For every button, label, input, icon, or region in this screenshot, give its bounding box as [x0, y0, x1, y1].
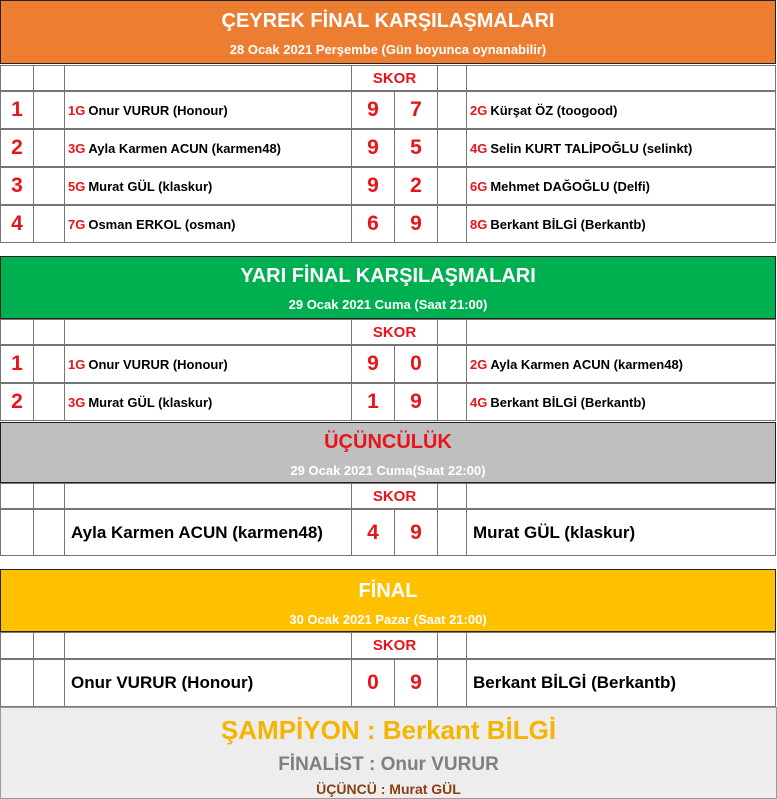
- quarter-match-row: [0, 91, 777, 129]
- home-player: [65, 345, 352, 383]
- semi-header: [0, 256, 776, 319]
- quarter-match-row: [0, 129, 777, 167]
- match-number: 4: [0, 205, 34, 243]
- match-number: 1: [0, 91, 34, 129]
- home-group: 1G: [68, 102, 86, 118]
- quarter-title: ÇEYREK FİNAL KARŞILAŞMALARI: [221, 10, 555, 32]
- final-skor-row: [0, 632, 777, 659]
- home-group: 1G: [68, 356, 86, 372]
- home-group: 3G: [68, 140, 86, 156]
- final-away-score: 9: [395, 659, 438, 707]
- results-summary: [0, 707, 777, 799]
- home-player: [65, 205, 352, 243]
- home-player-name: Onur VURUR (Honour): [88, 356, 228, 372]
- home-score: 1: [352, 383, 395, 421]
- third-place-text: ÜÇÜNCÜ : Murat GÜL: [316, 781, 461, 797]
- semi-date: 29 Ocak 2021 Cuma (Saat 21:00): [288, 297, 488, 312]
- home-group: 5G: [68, 178, 86, 194]
- third-date: 29 Ocak 2021 Cuma(Saat 22:00): [290, 463, 486, 478]
- home-player: [65, 91, 352, 129]
- home-player-name: Onur VURUR (Honour): [88, 102, 228, 118]
- away-score: 0: [395, 345, 438, 383]
- quarter-match-row: [0, 167, 777, 205]
- away-player-name: Ayla Karmen ACUN (karmen48): [490, 356, 684, 372]
- home-player-name: Murat GÜL (klaskur): [88, 394, 213, 410]
- quarter-skor-label: SKOR: [352, 65, 438, 91]
- away-group: 2G: [470, 102, 488, 118]
- away-player-name: Berkant BİLGİ (Berkantb): [490, 394, 646, 410]
- away-score: 9: [395, 205, 438, 243]
- away-score: 2: [395, 167, 438, 205]
- quarter-match-row: [0, 205, 777, 243]
- third-home-player: Ayla Karmen ACUN (karmen48): [65, 509, 352, 556]
- final-title: FİNAL: [358, 580, 418, 602]
- semi-title: YARI FİNAL KARŞILAŞMALARI: [240, 265, 536, 287]
- away-player-name: Berkant BİLGİ (Berkantb): [490, 216, 646, 232]
- quarter-date: 28 Ocak 2021 Perşembe (Gün boyunca oynanabilir): [229, 42, 547, 57]
- away-score: 9: [395, 383, 438, 421]
- away-player: [467, 345, 776, 383]
- home-group: 7G: [68, 216, 86, 232]
- away-player-name: Selin KURT TALİPOĞLU (selinkt): [490, 140, 693, 156]
- away-player: [467, 129, 776, 167]
- away-group: 4G: [470, 140, 488, 156]
- third-home-score: 4: [352, 509, 395, 556]
- final-header: [0, 569, 776, 632]
- home-player: [65, 129, 352, 167]
- away-player: [467, 383, 776, 421]
- home-player: [65, 383, 352, 421]
- final-home-player: Onur VURUR (Honour): [65, 659, 352, 707]
- third-skor-row: [0, 483, 777, 509]
- home-player-name: Ayla Karmen ACUN (karmen48): [88, 140, 282, 156]
- finalist-text: FİNALİST : Onur VURUR: [278, 754, 499, 775]
- home-group: 3G: [68, 394, 86, 410]
- home-player: [65, 167, 352, 205]
- away-score: 5: [395, 129, 438, 167]
- home-score: 9: [352, 167, 395, 205]
- third-skor-label: SKOR: [352, 483, 438, 509]
- match-number: 3: [0, 167, 34, 205]
- third-away-score: 9: [395, 509, 438, 556]
- away-player: [467, 167, 776, 205]
- final-away-player: Berkant BİLGİ (Berkantb): [467, 659, 776, 707]
- match-number: 2: [0, 383, 34, 421]
- away-group: 2G: [470, 356, 488, 372]
- third-away-player: Murat GÜL (klaskur): [467, 509, 776, 556]
- semi-match-row: [0, 383, 777, 421]
- away-player: [467, 91, 776, 129]
- away-group: 8G: [470, 216, 488, 232]
- home-player-name: Murat GÜL (klaskur): [88, 178, 213, 194]
- quarter-skor-row: [0, 65, 777, 91]
- home-player-name: Osman ERKOL (osman): [88, 216, 236, 232]
- home-score: 9: [352, 129, 395, 167]
- semi-skor-row: [0, 319, 777, 345]
- third-title: ÜÇÜNCÜLÜK: [324, 431, 452, 453]
- final-skor-label: SKOR: [352, 632, 438, 659]
- home-score: 9: [352, 345, 395, 383]
- home-score: 9: [352, 91, 395, 129]
- away-player-name: Mehmet DAĞOĞLU (Delfi): [490, 178, 650, 194]
- away-player: [467, 205, 776, 243]
- semi-match-row: [0, 345, 777, 383]
- away-score: 7: [395, 91, 438, 129]
- quarter-header: [0, 0, 776, 64]
- away-player-name: Kürşat ÖZ (toogood): [490, 102, 618, 118]
- champion-text: ŞAMPİYON : Berkant BİLGİ: [220, 715, 557, 745]
- final-match-row: [0, 659, 777, 707]
- third-header: [0, 422, 776, 483]
- match-number: 2: [0, 129, 34, 167]
- match-number: 1: [0, 345, 34, 383]
- away-group: 6G: [470, 178, 488, 194]
- final-home-score: 0: [352, 659, 395, 707]
- away-group: 4G: [470, 394, 488, 410]
- third-match-row: [0, 509, 777, 556]
- home-score: 6: [352, 205, 395, 243]
- semi-skor-label: SKOR: [352, 319, 438, 345]
- final-date: 30 Ocak 2021 Pazar (Saat 21:00): [289, 612, 487, 627]
